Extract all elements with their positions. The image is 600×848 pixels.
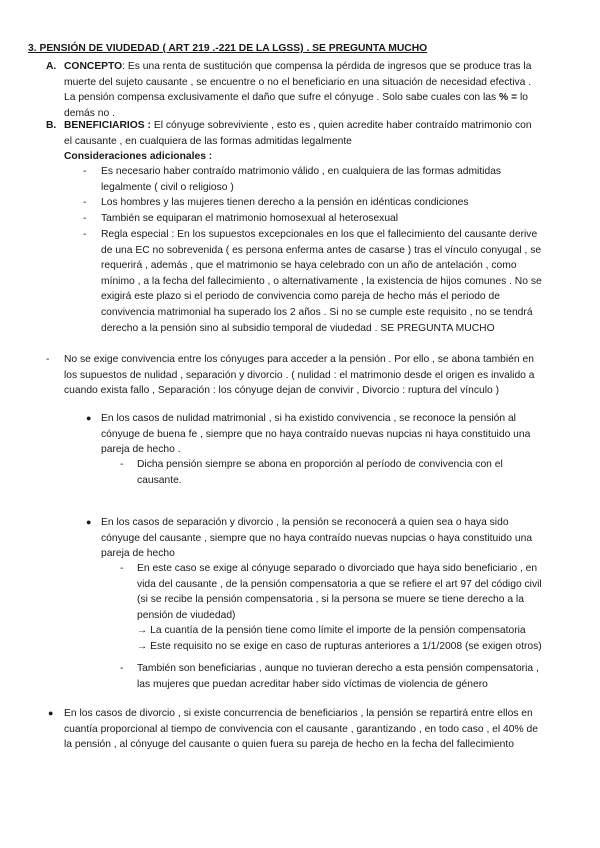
list-item-line: legalmente ( civil o religioso ) <box>101 181 234 193</box>
paragraph-line: pareja de hecho . <box>101 444 181 456</box>
separacion-sub-paragraph <box>137 561 592 655</box>
page-title: 3. PENSIÓN DE VIUDEDAD ( ART 219 .-221 DE LA LGSS) . SE PREGUNTA MUCHO <box>28 43 428 54</box>
paragraph-line: la pensión , al cónyuge del causante o quien fuera su pareja de hecho en la fecha del fallecimiento <box>64 739 514 751</box>
percent-symbol: % = <box>499 92 518 104</box>
list-item-line: exigirá este plazo si el periodo de convivencia como pareja de hecho más el periodo de <box>101 291 500 303</box>
concepto-text-line: : Es una renta de sustitución que compensa la pérdida de ingresos que se produce tras la <box>122 61 532 72</box>
nulidad-paragraph <box>101 411 591 458</box>
list-item <box>101 211 591 227</box>
paragraph-line: En los casos de divorcio , si existe concurrencia de beneficiarios , la pensión se repartirá entre ellos en <box>64 708 533 719</box>
arrow-note-line: → Este requisito no se exige en caso de rupturas anteriores a 1/1/2008 (se exigen otros) <box>137 640 542 652</box>
list-item-line: mínimo , a la fecha del fallecimiento , o alternativamente , la existencia de hijos comunes . No se <box>101 275 542 287</box>
paragraph-line: pensión de viudedad) <box>137 609 236 621</box>
divorcio-bullet: ● <box>48 708 54 718</box>
list-item-line: requerirá , además , que el matrimonio se haya celebrado con un año de antelación , como <box>101 260 517 272</box>
paragraph-line: cónyuge del causante , siempre que no haya contraído nuevas nupcias o haya constituido una <box>101 532 533 544</box>
convivencia-dash: - <box>46 354 50 365</box>
paragraph-line: Dicha pensión siempre se abona en proporción al período de convivencia con el <box>137 459 503 470</box>
list-item-line: de una EC no sobrevenida ( es persona enferma antes de casarse ) tras el vínculo conyugal , se <box>101 244 542 256</box>
concepto-text-line: lo <box>517 92 528 104</box>
separacion-paragraph <box>101 515 591 562</box>
separacion-sub-paragraph <box>137 661 592 692</box>
concepto-text-line: demás no . <box>64 107 115 119</box>
list-dash: - <box>83 197 87 208</box>
list-item <box>101 164 591 195</box>
paragraph-line: causante. <box>137 474 182 486</box>
paragraph-line: cónyuge de buena fe , siempre que no haya contraído nuevas nupcias ni haya constituido una <box>101 428 531 440</box>
section-a-marker: A. <box>46 61 57 72</box>
beneficiarios-text-line: El cónyuge sobreviviente , esto es , quien acredite haber contraído matrimonio con <box>150 120 532 131</box>
arrow-note-line: → La cuantía de la pensión tiene como límite el importe de la pensión compensatoria <box>137 625 526 637</box>
paragraph-line: vida del causante , de la pensión compensatoria a que se refiere el art 97 del código civil <box>137 578 542 590</box>
paragraph-line: las mujeres que puedan acreditar haber sido víctimas de violencia de género <box>137 678 488 690</box>
list-item-regla-especial <box>101 227 591 336</box>
list-dash: - <box>83 166 87 177</box>
paragraph-line: En este caso se exige al cónyuge separado o divorciado que haya sido beneficiario , en <box>137 563 538 574</box>
paragraph-line: cuando exista fallo , Separación : los cónyuge dejan de convivir , Divorcio : ruptura del vínculo ) <box>64 385 499 397</box>
concepto-label: CONCEPTO <box>64 61 123 72</box>
paragraph-line: En los casos de separación y divorcio , la pensión se reconocerá a quien sea o haya sido <box>101 517 509 528</box>
section-b-marker: B. <box>46 120 57 131</box>
paragraph-line: pareja de hecho <box>101 548 175 560</box>
nulidad-sub-dash: - <box>120 459 124 470</box>
paragraph-line: (si se recibe la pensión compensatoria , si la persona se muere se tiene derecho a la <box>137 594 524 606</box>
list-item-line: Los hombres y las mujeres tienen derecho a la pensión en idénticas condiciones <box>101 197 469 208</box>
beneficiarios-label: BENEFICIARIOS : <box>64 120 151 131</box>
section-a-concepto <box>64 59 584 121</box>
paragraph-line: cuantía proporcional al tiempo de convivencia con el causante , garantizando , en todo caso , el 40% de <box>64 723 538 735</box>
list-dash: - <box>83 213 87 224</box>
beneficiarios-text-line: el causante , en cualquiera de las formas admitidas legalmente <box>64 135 352 147</box>
list-item-line: También se equiparan el matrimonio homosexual al heterosexual <box>101 213 399 224</box>
separacion-sub-dash: - <box>120 663 124 674</box>
list-item-line: Regla especial : En los supuestos excepcionales en los que el fallecimiento del causante derive <box>101 229 538 240</box>
consideraciones-heading: Consideraciones adicionales : <box>64 151 213 163</box>
list-item <box>101 195 591 211</box>
paragraph-line: También son beneficiarias , aunque no tuvieran derecho a esta pensión compensatoria , <box>137 663 539 674</box>
paragraph-line: los supuestos de nulidad , separación y divorcio . ( nulidad : el matrimonio desde el origen es invalido a <box>64 369 535 381</box>
concepto-text-line: muerte del sujeto causante , se encuentre o no el beneficiario en una situación de necesidad efectiva . <box>64 76 532 88</box>
section-b-beneficiarios <box>64 118 584 165</box>
divorcio-paragraph <box>64 706 594 753</box>
paragraph-line: No se exige convivencia entre los cónyuges para acceder a la pensión . Por ello , se abona también en <box>64 354 534 365</box>
list-dash: - <box>83 229 87 240</box>
convivencia-paragraph <box>64 352 592 399</box>
separacion-sub-dash: - <box>120 563 124 574</box>
nulidad-sub-paragraph <box>137 457 587 488</box>
list-item-line: derecho a la pensión sino al subsidio temporal de viudedad . SE PREGUNTA MUCHO <box>101 322 495 334</box>
list-item-line: convivencia matrimonial ha superado los 2 años . Si no se cumple este requisito , no se tendrá <box>101 306 533 318</box>
list-item-line: Es necesario haber contraído matrimonio válido , en cualquiera de las formas admitidas <box>101 166 502 177</box>
separacion-bullet: ● <box>86 517 92 527</box>
concepto-text-line: La pensión compensa exclusivamente el daño que sufre el cónyuge . Solo sabe cuales con las <box>64 92 500 104</box>
paragraph-line: En los casos de nulidad matrimonial , si ha existido convivencia , se reconoce la pensión al <box>101 413 516 424</box>
nulidad-bullet: ● <box>86 413 92 423</box>
